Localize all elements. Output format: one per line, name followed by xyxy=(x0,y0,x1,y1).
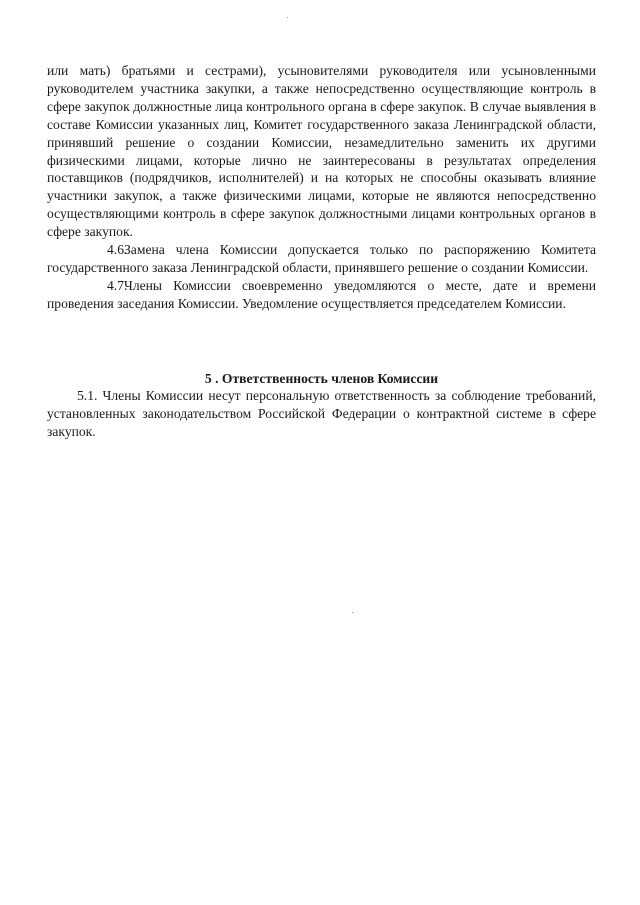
paragraph-4-5-continuation: или мать) братьями и сестрами), усыновителями руководителя или усыновленными руководителем участника закупки, а также непосредственно осуществляющие контроль в сфере закупок должностные лица контрольного органа в сфере закупок. В случае выявления в составе Комиссии указанных лиц, Комитет государственного заказа Ленинградской области, принявший решение о создании Комиссии, незамедлительно заменить их другими физическими лицами, которые лично не заинтересованы в результатах определения поставщиков (подрядчиков, исполнителей) и на которых не способны оказывать влияние участники закупок, а также физическими лицами, которые не являются непосредственно осуществляющими контроль в сфере закупок должностными лицами контрольных органов в сфере закупок. xyxy=(47,63,596,240)
scan-speck xyxy=(352,612,353,613)
item-text-4-7: Члены Комиссии своевременно уведомляются о месте, дате и времени проведения заседания Комиссии. Уведомление осуществляется председателем Комиссии. xyxy=(47,277,596,311)
paragraph-4-6 xyxy=(47,241,596,277)
item-number-4-7: 4.7. xyxy=(107,277,128,293)
item-text-4-6: Замена члена Комиссии допускается только по распоряжению Комитета государственного заказа Ленинградской области, принявшего решение о создании Комиссии. xyxy=(47,242,596,275)
section-5-heading: 5 . Ответственность членов Комиссии xyxy=(204,371,439,386)
item-number-4-6: 4.6. xyxy=(107,242,128,258)
scan-speck xyxy=(287,17,288,18)
paragraph-5-1: 5.1. Члены Комиссии несут персональную ответственность за соблюдение требований, установленных законодательством Российской Федерации о контрактной системе в сфере закупок. xyxy=(47,388,596,439)
section-5-text xyxy=(47,387,596,441)
paragraph-4-7 xyxy=(47,277,596,313)
section-4-text xyxy=(47,62,596,313)
